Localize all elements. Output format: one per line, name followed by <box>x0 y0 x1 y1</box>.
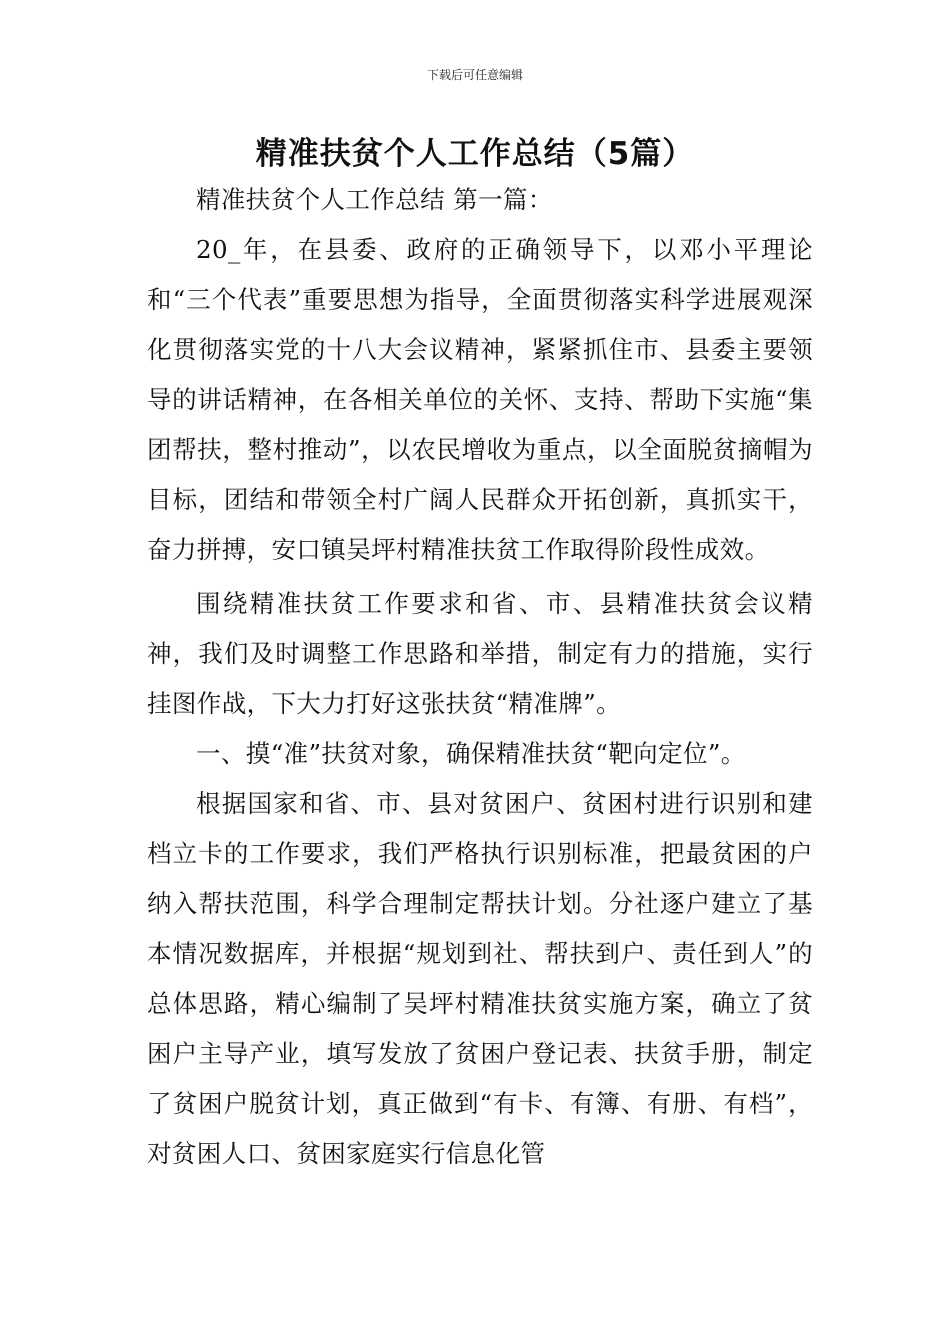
paragraph: 根据国家和省、市、县对贫困户、贫困村进行识别和建档立卡的工作要求，我们严格执行识别标准，把最贫困的户纳入帮扶范围，科学合理制定帮扶计划。分社逐户建立了基本情况数据库，并根据“规划到社、帮扶到户、责任到人”的总体思路，精心编制了吴坪村精准扶贫实施方案，确立了贫困户主导产业，填写发放了贫困户登记表、扶贫手册，制定了贫困户脱贫计划，真正做到“有卡、有簿、有册、有档”，对贫困人口、贫困家庭实行信息化管 <box>147 789 813 1168</box>
paragraph: 20_年，在县委、政府的正确领导下，以邓小平理论和“三个代表”重要思想为指导，全面贯彻落实科学进展观深化贯彻落实党的十八大会议精神，紧紧抓住市、县委主要领导的讲话精神，在各相关单位的关怀、支持、帮助下实施“集团帮扶，整村推动”，以农民增收为重点，以全面脱贫摘帽为目标，团结和带领全村广阔人民群众开拓创新，真抓实干，奋力拼搏，安口镇吴坪村精准扶贫工作取得阶段性成效。 <box>147 235 813 564</box>
page-header: 下载后可任意编辑 <box>426 68 523 82</box>
section-heading: 精准扶贫个人工作总结 第一篇： <box>196 185 553 214</box>
paragraph: 围绕精准扶贫工作要求和省、市、县精准扶贫会议精神，我们及时调整工作思路和举措，制定有力的措施，实行挂图作战，下大力打好这张扶贫“精准牌”。 <box>147 589 813 718</box>
document-title: 精准扶贫个人工作总结（5篇） <box>255 136 695 172</box>
paragraph: 一、摸“准”扶贫对象，确保精准扶贫“靶向定位”。 <box>196 739 746 768</box>
document-body <box>147 175 813 1179</box>
